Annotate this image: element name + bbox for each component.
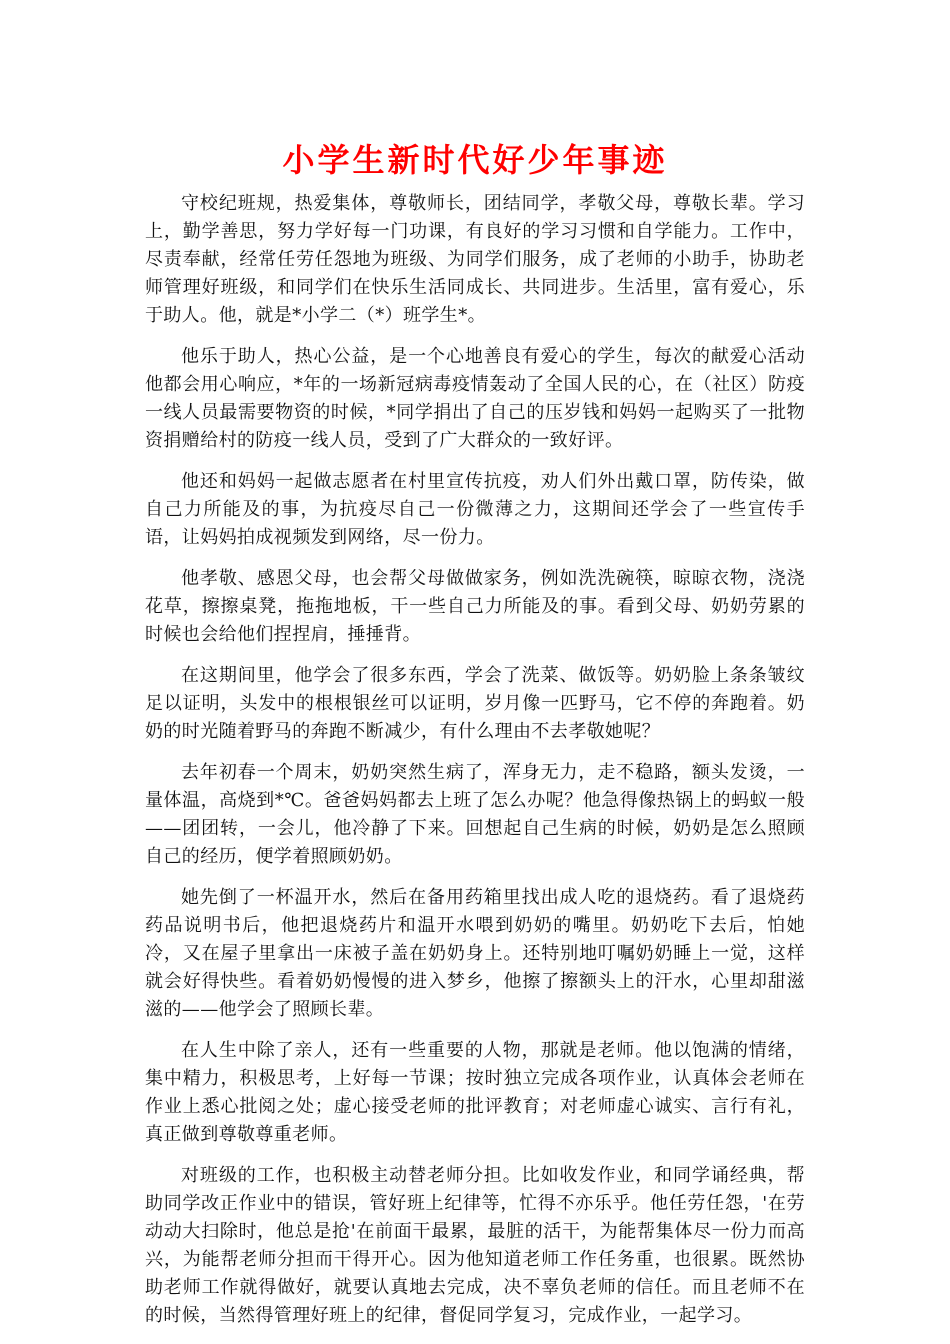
document-body [145, 190, 805, 1343]
paragraph-4: 他孝敬、感恩父母，也会帮父母做做家务，例如洗洗碗筷，晾晾衣物，浇浇花草，擦擦桌凳，拖拖地板，干一些自己力所能及的事。看到父母、奶奶劳累的时候也会给他们捏捏肩，捶捶背。 [145, 568, 805, 645]
paragraph-5: 在这期间里，他学会了很多东西，学会了洗菜、做饭等。奶奶脸上条条皱纹足以证明，头发中的根根银丝可以证明，岁月像一匹野马，它不停的奔跑着。奶奶的时光随着野马的奔跑不断减少，有什么理由不去孝敬她呢？ [145, 665, 805, 742]
paragraph-7: 她先倒了一杯温开水，然后在备用药箱里找出成人吃的退烧药。看了退烧药药品说明书后，他把退烧药片和温开水喂到奶奶的嘴里。奶奶吃下去后，怕她冷，又在屋子里拿出一床被子盖在奶奶身上。还特别地叮嘱奶奶睡上一觉，这样就会好得快些。看着奶奶慢慢的进入梦乡，他擦了擦额头上的汗水，心里却甜滋滋的——他学会了照顾长辈。 [145, 887, 805, 1020]
paragraph-2: 他乐于助人，热心公益，是一个心地善良有爱心的学生，每次的献爱心活动他都会用心响应，*年的一场新冠病毒疫情轰动了全国人民的心，在（社区）防疫一线人员最需要物资的时候，*同学捐出了自己的压岁钱和妈妈一起购买了一批物资捐赠给村的防疫一线人员，受到了广大群众的一致好评。 [145, 346, 805, 451]
paragraph-9: 对班级的工作，也积极主动替老师分担。比如收发作业，和同学诵经典，帮助同学改正作业中的错误，管好班上纪律等，忙得不亦乐乎。他任劳任怨，'在劳动动大扫除时，他总是抢'在前面干最累，最脏的活干，为能帮集体尽一份力而高兴，为能帮老师分担而干得开心。因为他知道老师工作任务重，也很累。既然协助老师工作就得做好，就要认真地去完成，决不辜负老师的信任。而且老师不在的时候，当然得管理好班上的纪律，督促同学复习，完成作业，一起学习。 [145, 1165, 805, 1326]
paragraph-6: 去年初春一个周末，奶奶突然生病了，浑身无力，走不稳路，额头发烫，一量体温，高烧到*℃。爸爸妈妈都去上班了怎么办呢？他急得像热锅上的蚂蚁一般——团团转，一会儿，他冷静了下来。回想起自己生病的时候，奶奶是怎么照顾自己的经历，便学着照顾奶奶。 [145, 762, 805, 867]
paragraph-8: 在人生中除了亲人，还有一些重要的人物，那就是老师。他以饱满的情绪，集中精力，积极思考，上好每一节课；按时独立完成各项作业，认真体会老师在作业上悉心批阅之处；虚心接受老师的批评教育；对老师虚心诚实、言行有礼，真正做到尊敬尊重老师。 [145, 1040, 805, 1145]
document-title: 小学生新时代好少年事迹 [282, 141, 668, 179]
paragraph-3: 他还和妈妈一起做志愿者在村里宣传抗疫，劝人们外出戴口罩，防传染，做自己力所能及的事，为抗疫尽自己一份微薄之力，这期间还学会了一些宣传手语，让妈妈拍成视频发到网络，尽一份力。 [145, 471, 805, 548]
paragraph-1: 守校纪班规，热爱集体，尊敬师长，团结同学，孝敬父母，尊敬长辈。学习上，勤学善思，努力学好每一门功课，有良好的学习习惯和自学能力。工作中，尽责奉献，经常任劳任怨地为班级、为同学们服务，成了老师的小助手，协助老师管理好班级，和同学们在快乐生活同成长、共同进步。生活里，富有爱心，乐于助人。他，就是*小学二（*）班学生*。 [145, 193, 805, 326]
